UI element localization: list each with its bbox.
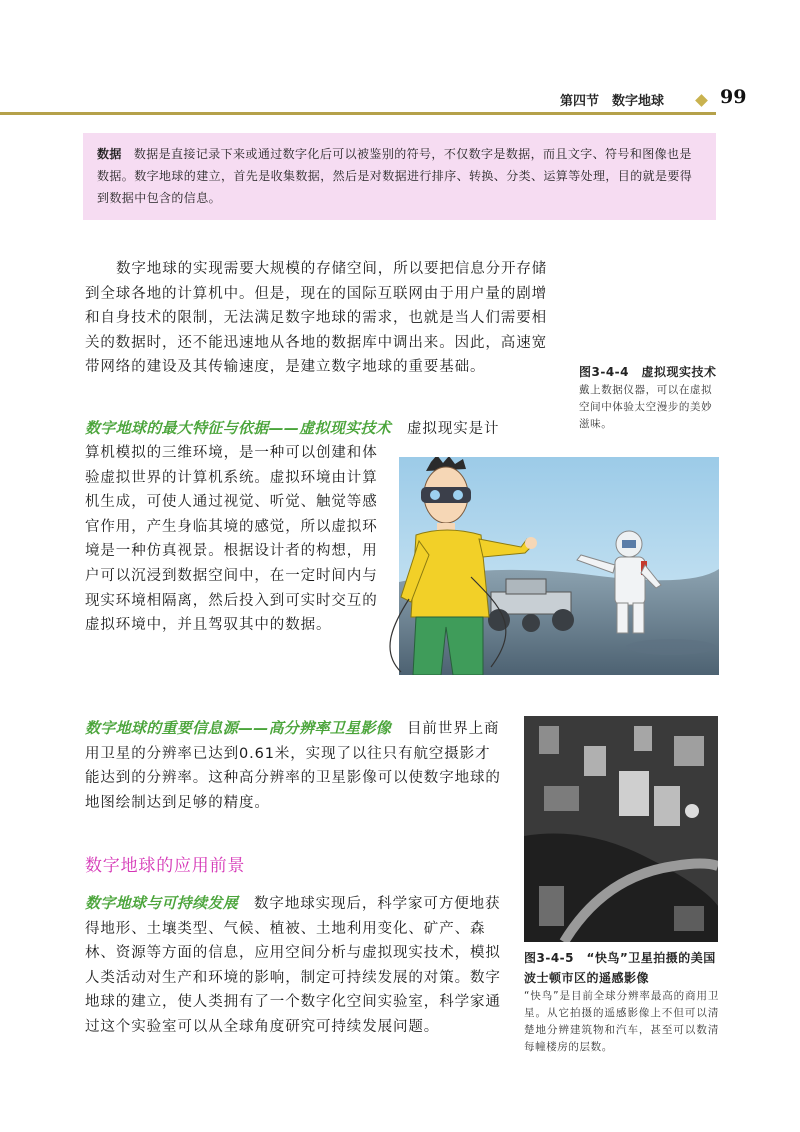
paragraph-storage: 数字地球的实现需要大规模的存储空间，所以要把信息分开存储到全球各地的计算机中。但是，现在的国际互联网由于用户量的剧增和自身技术的限制，无法满足数字地球的需求，也就是当人们需要相关的数据时，还不能迅速地从各地的数据库中调出来。因此，高速宽带网络的建设及其传输速度，是建立数字地球的重要基础。	[85, 261, 548, 376]
figure2-caption	[524, 948, 719, 1056]
applications-text: 数字地球实现后，科学家可方便地获得地形、土壤类型、气候、植被、土地利用变化、矿产、森林、资源等方面的信息，应用空间分析与虚拟现实技术，模拟人类活动对生产和环境的影响，制定可持续发展的对策。数字地球的建立，使人类拥有了一个数字化空间实验室，科学家通过这个实验室可以从全球角度研究可持续发展问题。	[85, 896, 501, 1035]
satellite-heading: 数字地球的重要信息源——高分辨率卫星影像	[85, 719, 392, 737]
figure2-description: “快鸟”是目前全球分辨率最高的商用卫星。从它拍摄的遥感影像上不但可以清楚地分辨建筑物和汽车，甚至可以数清每幢楼房的层数。	[524, 990, 719, 1053]
vr-heading: 数字地球的最大特征与依据——虚拟现实技术	[85, 419, 392, 437]
applications-paragraph	[85, 891, 505, 1040]
satellite-paragraph	[85, 716, 505, 815]
definition-text: 数据是直接记录下来或通过数字化后可以被鉴别的符号，不仅数字是数据，而且文字、符号和图像也是数据。数字地球的建立，首先是收集数据，然后是对数据进行排序、转换、分类、运算等处理，目的就是要得到数据中包含的信息。	[97, 147, 693, 205]
figure1-title: 图3-4-4 虚拟现实技术	[579, 365, 717, 379]
header-rule	[0, 112, 716, 115]
vr-heading-line	[85, 416, 555, 442]
figure2-title: 图3-4-5 “快鸟”卫星拍摄的美国波士顿市区的遥感影像	[524, 951, 716, 985]
yellow-sweater	[411, 530, 489, 617]
vr-paragraph: 算机模拟的三维环境，是一种可以创建和体验虚拟世界的计算机系统。虚拟环境由计算机生成，可使人通过视觉、听觉、触觉等感官作用，产生身临其境的感觉，所以虚拟环境是一种仿真视景。根据设计者的构想，用户可以沉浸到数据空间中，在一定时间内与现实环境相隔离，然后投入到可实时交互的虚拟环境中，并且驾驭其中的数据。	[85, 445, 378, 634]
vr-goggles	[421, 487, 471, 503]
page-number: 99	[720, 86, 747, 108]
satellite-text: 目前世界上商用卫星的分辨率已达到0.61米，实现了以往只有航空摄影才能达到的分辨率。这种高分辨率的卫星影像可以使数字地球的地图绘制达到足够的精度。	[85, 721, 501, 811]
figure1-caption	[579, 362, 719, 433]
definition-term: 数据	[97, 147, 122, 161]
applications-heading: 数字地球与可持续发展	[85, 894, 239, 912]
applications-title: 数字地球的应用前景	[85, 856, 246, 876]
section-header: 第四节 数字地球	[560, 94, 665, 109]
vr-illustration	[371, 457, 719, 675]
figure1-description: 戴上数据仪器，可以在虚拟空间中体验太空漫步的美妙滋味。	[579, 384, 713, 430]
vr-lead: 虚拟现实是计	[407, 421, 500, 437]
satellite-image	[524, 716, 718, 942]
diamond-icon	[695, 94, 708, 107]
definition-text-block	[97, 143, 704, 209]
